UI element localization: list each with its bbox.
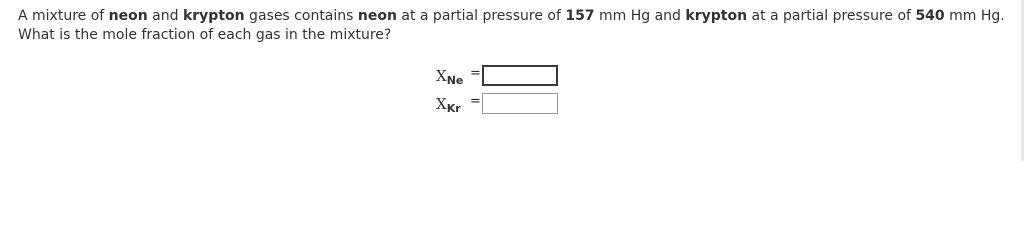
question-segment: gases contains (244, 8, 358, 24)
equals-sign: = (470, 66, 481, 81)
equals-sign: = (470, 94, 481, 109)
gas-name-krypton: krypton (685, 8, 748, 24)
gas-name-neon: neon (108, 8, 148, 24)
gas-name-neon: neon (357, 8, 397, 24)
question-segment: mm Hg. (944, 8, 1005, 24)
chi-symbol: X (436, 95, 447, 113)
mole-fraction-input-krypton[interactable] (482, 93, 558, 114)
mole-fraction-label-neon (436, 67, 463, 87)
subscript-kr: Kr (446, 102, 461, 115)
partial-pressure-neon: 157 (565, 8, 595, 24)
subscript-ne: Ne (446, 74, 464, 87)
question-text (18, 7, 1018, 45)
mole-fraction-label-krypton (436, 95, 461, 115)
question-segment: A mixture of (18, 8, 109, 24)
mole-fraction-row-krypton (436, 93, 566, 117)
mole-fraction-row-neon (436, 65, 566, 89)
question-segment: and (147, 8, 183, 24)
chi-symbol: X (436, 67, 447, 85)
question-segment: at a partial pressure of (747, 8, 916, 24)
question-prompt: What is the mole fraction of each gas in the mixture? (18, 27, 392, 43)
question-segment: at a partial pressure of (396, 8, 566, 24)
mole-fraction-input-neon[interactable] (482, 65, 558, 86)
gas-name-krypton: krypton (182, 8, 245, 24)
question-segment: mm Hg and (594, 8, 686, 24)
partial-pressure-krypton: 540 (915, 8, 945, 24)
